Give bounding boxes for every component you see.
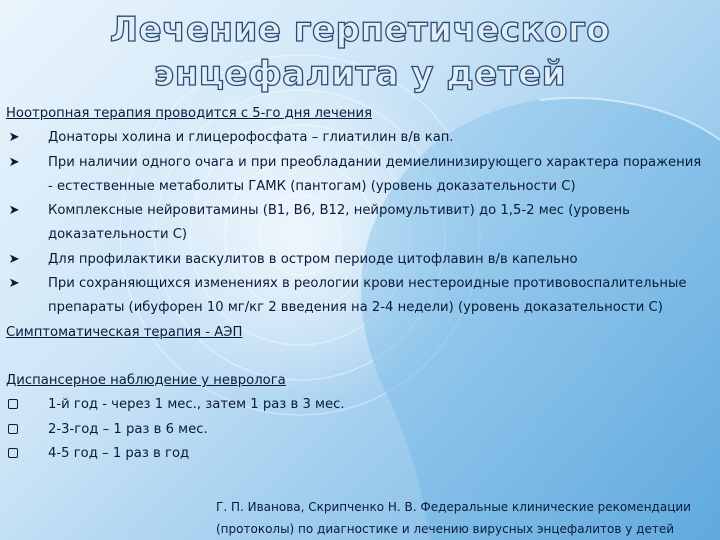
citation-line-1: Г. П. Иванова, Скрипченко Н. В. Федеральные клинические рекомендации: [216, 500, 691, 514]
list-item: [6, 126, 706, 150]
arrow-bullet-icon: ➤: [8, 130, 20, 146]
followup-text: 2-3-год – 1 раз в 6 мес.: [48, 421, 208, 437]
list-item: [6, 248, 706, 272]
arrow-bullet-icon: ➤: [8, 154, 20, 170]
slide-content: [6, 102, 706, 466]
symptomatic-heading: Симптоматическая терапия - АЭП: [6, 324, 243, 340]
checkbox-bullet-icon: [8, 424, 18, 434]
bullet-text: При наличии одного очага и при преобладании демиелинизирующего характера поражения - естественные метаболиты ГАМК (пантогам) (уровень доказательности С): [48, 154, 702, 194]
slide-title: [0, 8, 720, 96]
list-item: [6, 442, 706, 466]
title-line-2: энцефалита у детей: [154, 54, 566, 94]
list-item: [6, 199, 706, 248]
followup-text: 4-5 год – 1 раз в год: [48, 445, 190, 461]
spacer: [6, 345, 706, 369]
bullet-text: Комплексные нейровитамины (В1, В6, В12, нейромультивит) до 1,5-2 мес (уровень доказательности С): [48, 203, 630, 243]
arrow-bullet-icon: ➤: [8, 251, 20, 267]
citation-line-2: (протоколы) по диагностике и лечению вирусных энцефалитов у детей: [216, 522, 674, 536]
title-line-1: Лечение герпетического: [109, 10, 611, 50]
bullet-text: Для профилактики васкулитов в остром периоде цитофлавин в/в капельно: [48, 251, 578, 267]
list-item: [6, 272, 706, 321]
arrow-bullet-icon: ➤: [8, 276, 20, 292]
list-item: [6, 393, 706, 417]
checkbox-bullet-icon: [8, 448, 18, 458]
bullet-text: Донаторы холина и глицерофосфата – глиатилин в/в кап.: [48, 130, 454, 146]
checkbox-bullet-icon: [8, 399, 18, 409]
nootropic-heading: Ноотропная терапия проводится с 5-го дня лечения: [6, 106, 373, 121]
followup-heading: Диспансерное наблюдение у невролога: [6, 372, 286, 388]
bullet-text: При сохраняющихся изменениях в реологии крови нестероидные противовоспалительные препараты (ибуфорен 10 мг/кг 2 введения на 2-4 недели) (уровень доказательности С): [48, 276, 687, 316]
arrow-bullet-icon: ➤: [8, 203, 20, 219]
citation: [216, 496, 720, 540]
followup-text: 1-й год - через 1 мес., затем 1 раз в 3 мес.: [48, 397, 345, 413]
list-item: [6, 418, 706, 442]
list-item: [6, 151, 706, 200]
